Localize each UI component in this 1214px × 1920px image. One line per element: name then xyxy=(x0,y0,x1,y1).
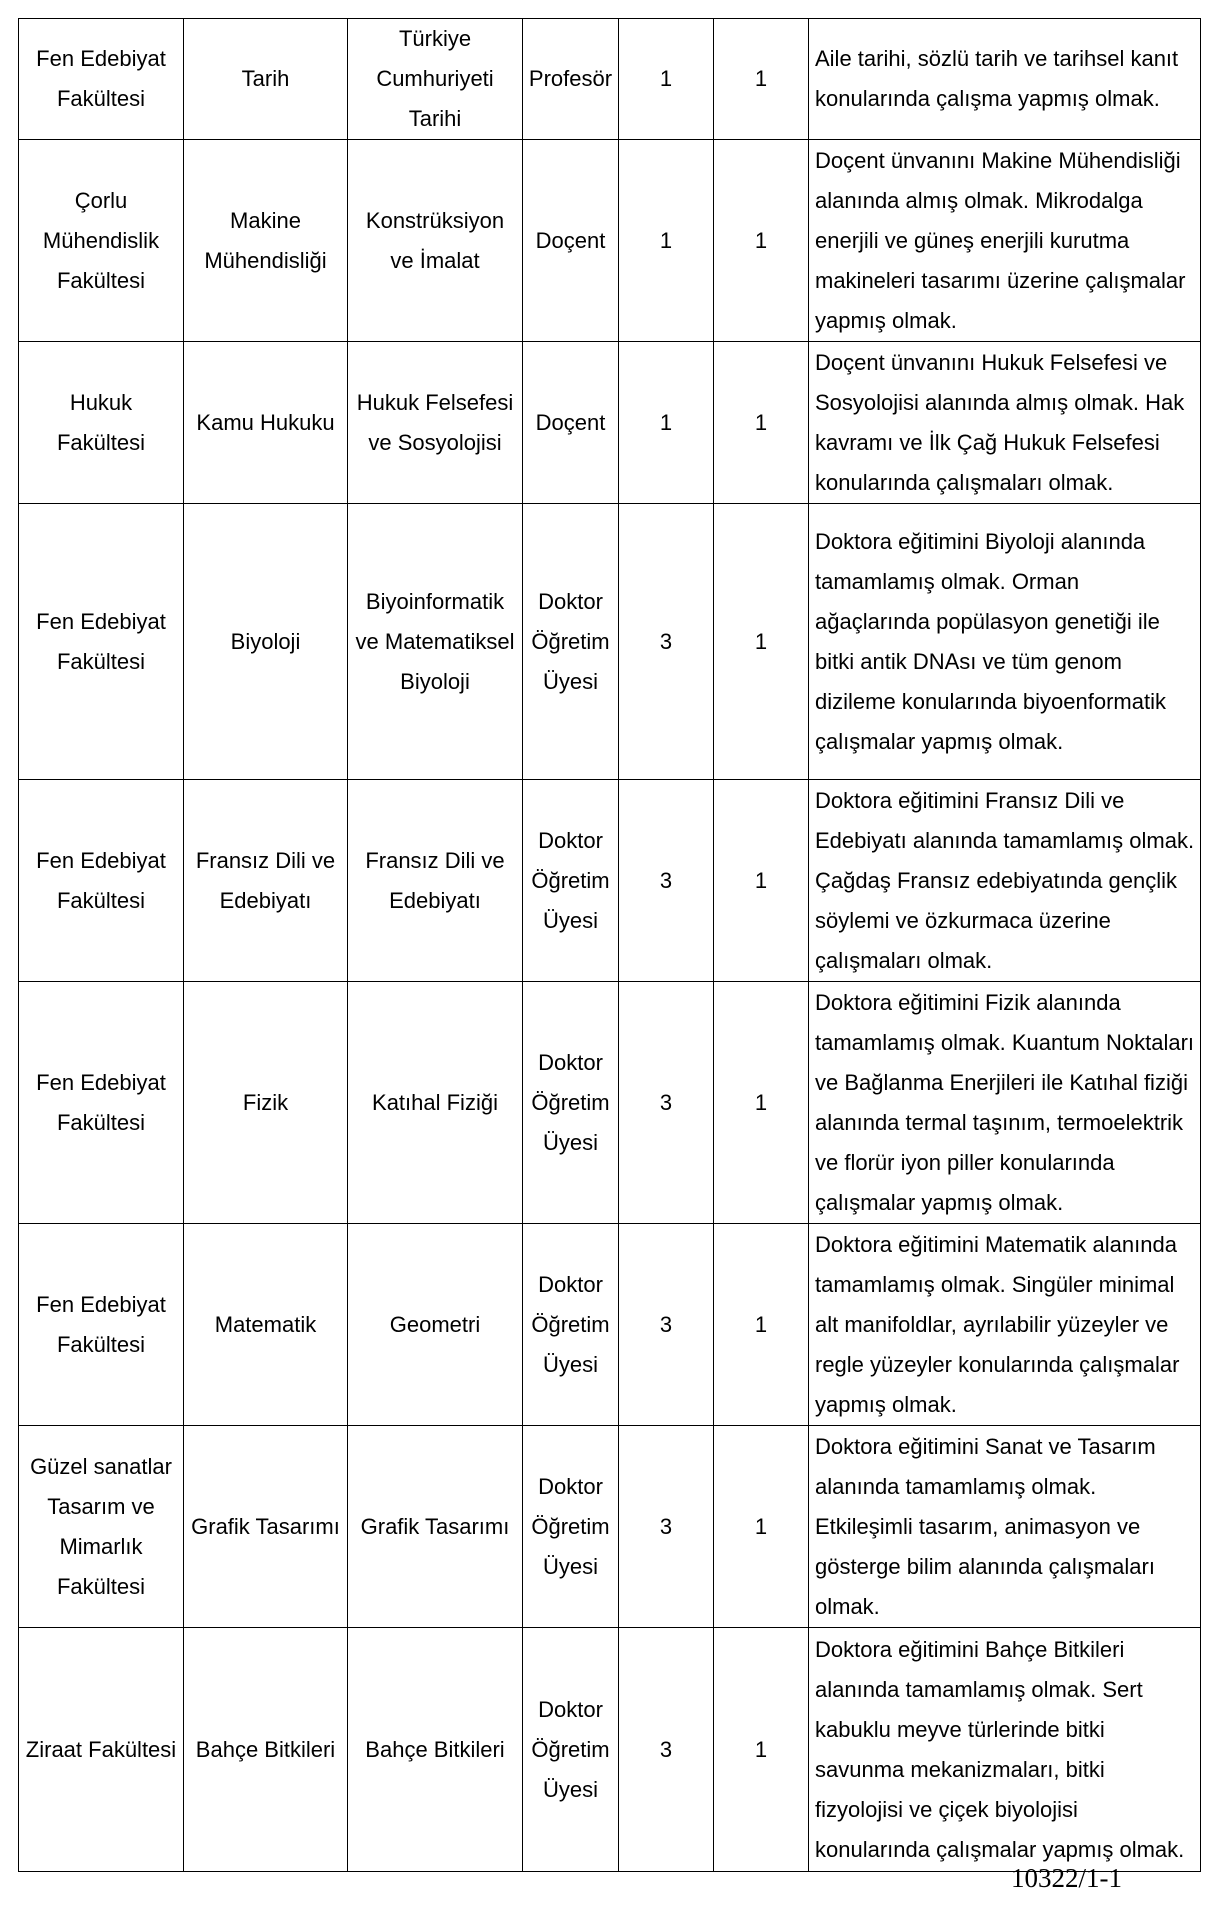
title-cell: Doktor Öğretim Üyesi xyxy=(523,1224,619,1426)
degree-cell: 1 xyxy=(714,982,809,1224)
table-row xyxy=(19,19,1201,140)
subfield-cell: Bahçe Bitkileri xyxy=(348,1628,523,1872)
requirements-cell: Doktora eğitimini Fizik alanında tamamlamış olmak. Kuantum Noktaları ve Bağlanma Enerjileri ile Katıhal fiziği alanında termal taşınım, termoelektrik ve florür iyon piller konularında çalışmalar yapmış olmak. xyxy=(809,982,1201,1224)
subfield-cell: Geometri xyxy=(348,1224,523,1426)
department-cell: Kamu Hukuku xyxy=(184,342,348,504)
faculty-cell: Ziraat Fakültesi xyxy=(19,1628,184,1872)
document-page xyxy=(18,18,1200,1872)
department-cell: Tarih xyxy=(184,19,348,140)
academic-positions-table xyxy=(18,18,1201,1872)
faculty-cell: Fen Edebiyat Fakültesi xyxy=(19,504,184,780)
table-row xyxy=(19,342,1201,504)
title-cell: Doktor Öğretim Üyesi xyxy=(523,982,619,1224)
degree-cell: 1 xyxy=(714,780,809,982)
degree-cell: 1 xyxy=(714,140,809,342)
degree-cell: 1 xyxy=(714,504,809,780)
degree-cell: 1 xyxy=(714,1628,809,1872)
faculty-cell: Hukuk Fakültesi xyxy=(19,342,184,504)
faculty-cell: Fen Edebiyat Fakültesi xyxy=(19,19,184,140)
count-cell: 1 xyxy=(619,140,714,342)
title-cell: Doktor Öğretim Üyesi xyxy=(523,504,619,780)
subfield-cell: Biyoinformatik ve Matematiksel Biyoloji xyxy=(348,504,523,780)
subfield-cell: Hukuk Felsefesi ve Sosyolojisi xyxy=(348,342,523,504)
faculty-cell: Fen Edebiyat Fakültesi xyxy=(19,982,184,1224)
degree-cell: 1 xyxy=(714,342,809,504)
department-cell: Fizik xyxy=(184,982,348,1224)
title-cell: Doçent xyxy=(523,140,619,342)
table-row xyxy=(19,1628,1201,1872)
table-row xyxy=(19,140,1201,342)
title-cell: Doçent xyxy=(523,342,619,504)
requirements-cell: Doktora eğitimini Matematik alanında tamamlamış olmak. Singüler minimal alt manifoldlar, ayrılabilir yüzeyler ve regle yüzeyler konularında çalışmalar yapmış olmak. xyxy=(809,1224,1201,1426)
requirements-cell: Doktora eğitimini Bahçe Bitkileri alanında tamamlamış olmak. Sert kabuklu meyve türlerinde bitki savunma mekanizmaları, bitki fizyolojisi ve çiçek biyolojisi konularında çalışmalar yapmış olmak. xyxy=(809,1628,1201,1872)
degree-cell: 1 xyxy=(714,1224,809,1426)
subfield-cell: Türkiye Cumhuriyeti Tarihi xyxy=(348,19,523,140)
table-row xyxy=(19,1426,1201,1628)
department-cell: Grafik Tasarımı xyxy=(184,1426,348,1628)
count-cell: 3 xyxy=(619,982,714,1224)
count-cell: 3 xyxy=(619,1426,714,1628)
count-cell: 3 xyxy=(619,1224,714,1426)
requirements-cell: Doktora eğitimini Biyoloji alanında tamamlamış olmak. Orman ağaçlarında popülasyon genetiği ile bitki antik DNAsı ve tüm genom dizileme konularında biyoenformatik çalışmalar yapmış olmak. xyxy=(809,504,1201,780)
subfield-cell: Fransız Dili ve Edebiyatı xyxy=(348,780,523,982)
requirements-cell: Aile tarihi, sözlü tarih ve tarihsel kanıt konularında çalışma yapmış olmak. xyxy=(809,19,1201,140)
requirements-cell: Doktora eğitimini Fransız Dili ve Edebiyatı alanında tamamlamış olmak. Çağdaş Fransız edebiyatında gençlik söylemi ve özkurmaca üzerine çalışmaları olmak. xyxy=(809,780,1201,982)
document-reference-number: 10322/1-1 xyxy=(1011,1863,1122,1893)
title-cell: Doktor Öğretim Üyesi xyxy=(523,780,619,982)
department-cell: Biyoloji xyxy=(184,504,348,780)
count-cell: 3 xyxy=(619,1628,714,1872)
faculty-cell: Fen Edebiyat Fakültesi xyxy=(19,1224,184,1426)
department-cell: Makine Mühendisliği xyxy=(184,140,348,342)
count-cell: 1 xyxy=(619,19,714,140)
table-row xyxy=(19,982,1201,1224)
faculty-cell: Fen Edebiyat Fakültesi xyxy=(19,780,184,982)
degree-cell: 1 xyxy=(714,1426,809,1628)
department-cell: Fransız Dili ve Edebiyatı xyxy=(184,780,348,982)
title-cell: Doktor Öğretim Üyesi xyxy=(523,1628,619,1872)
degree-cell: 1 xyxy=(714,19,809,140)
faculty-cell: Çorlu Mühendislik Fakültesi xyxy=(19,140,184,342)
table-row xyxy=(19,504,1201,780)
department-cell: Bahçe Bitkileri xyxy=(184,1628,348,1872)
count-cell: 1 xyxy=(619,342,714,504)
requirements-cell: Doçent ünvanını Hukuk Felsefesi ve Sosyolojisi alanında almış olmak. Hak kavramı ve İlk Çağ Hukuk Felsefesi konularında çalışmaları olmak. xyxy=(809,342,1201,504)
title-cell: Profesör xyxy=(523,19,619,140)
title-cell: Doktor Öğretim Üyesi xyxy=(523,1426,619,1628)
subfield-cell: Konstrüksiyon ve İmalat xyxy=(348,140,523,342)
requirements-cell: Doktora eğitimini Sanat ve Tasarım alanında tamamlamış olmak. Etkileşimli tasarım, animasyon ve gösterge bilim alanında çalışmaları olmak. xyxy=(809,1426,1201,1628)
subfield-cell: Katıhal Fiziği xyxy=(348,982,523,1224)
table-row xyxy=(19,780,1201,982)
requirements-cell: Doçent ünvanını Makine Mühendisliği alanında almış olmak. Mikrodalga enerjili ve güneş enerjili kurutma makineleri tasarımı üzerine çalışmalar yapmış olmak. xyxy=(809,140,1201,342)
subfield-cell: Grafik Tasarımı xyxy=(348,1426,523,1628)
department-cell: Matematik xyxy=(184,1224,348,1426)
table-row xyxy=(19,1224,1201,1426)
faculty-cell: Güzel sanatlar Tasarım ve Mimarlık Fakültesi xyxy=(19,1426,184,1628)
count-cell: 3 xyxy=(619,504,714,780)
count-cell: 3 xyxy=(619,780,714,982)
